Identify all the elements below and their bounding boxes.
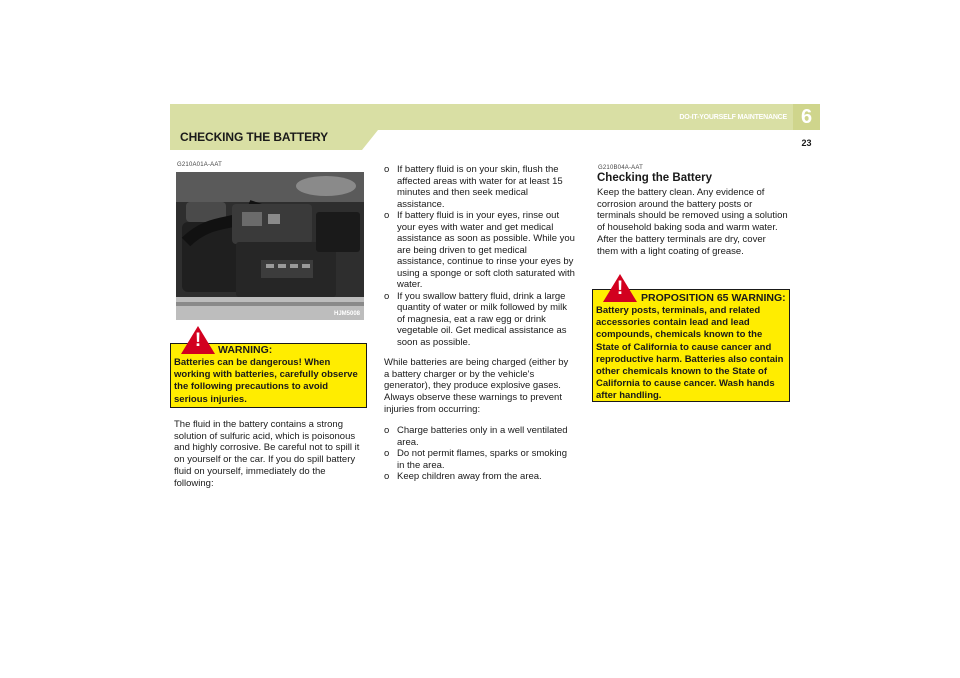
warning-text: Batteries can be dangerous! When working with batteries, carefully observe the following precautions to avoid serious injuries. [174, 357, 358, 405]
battery-care-paragraph: Keep the battery clean. Any evidence of corrosion around the battery posts or terminals should be removed using a solution of household baking soda and warm water. After the battery terminals are dry, cover them with a light coating of grease. [597, 187, 788, 257]
prop65-warning-title: PROPOSITION 65 WARNING: [641, 292, 786, 304]
chapter-label: DO-IT-YOURSELF MAINTENANCE [679, 114, 787, 121]
subheading: Checking the Battery [597, 172, 713, 184]
charging-paragraph: While batteries are being charged (either by a battery charger or by the vehicle's generator), they produce explosive gases. Always observe these warnings to prevent injuries from occurring: [384, 357, 569, 415]
section-code: G210A01A-AAT [177, 162, 222, 168]
warning-exclamation-icon: ! [616, 278, 624, 299]
bullet: o [384, 290, 390, 302]
bullet: o [384, 471, 390, 482]
first-aid-list [384, 164, 576, 348]
section-code: G210B04A-AAT [598, 165, 643, 171]
list-item: o If battery fluid is in your eyes, rinse out your eyes with water and get medical assistance as soon as possible. While you are being driven to get medical assistance, continue to rinse your eyes by using a sponge or soft cloth saturated with water. [384, 210, 575, 290]
bullet: o [384, 448, 390, 459]
list-item: o Charge batteries only in a well ventilated area. [384, 425, 568, 448]
list-item: o If you swallow battery fluid, drink a large quantity of water or milk followed by milk of magnesia, eat a raw egg or drink vegetable oil. Get medical assistance as soon as possible. [384, 290, 568, 348]
section-title: CHECKING THE BATTERY [180, 130, 329, 144]
list-item: o If battery fluid is on your skin, flush the affected areas with water for at least 15 minutes and then seek medical assistance. [384, 164, 563, 210]
chapter-number: 6 [793, 104, 820, 130]
charging-precautions-list [384, 425, 576, 483]
warning-exclamation-icon: ! [194, 330, 202, 351]
prop65-warning-text: Battery posts, terminals, and related accessories contain lead and lead compounds, chemicals known to the State of California to cause cancer and reproductive harm. Batteries also contain other chemicals known to the State of California to cause cancer. Wash hands after handling. [596, 305, 784, 402]
bullet: o [384, 164, 390, 175]
list-item: o Keep children away from the area. [384, 471, 542, 482]
page-number: 23 [801, 138, 812, 148]
warning-title: WARNING: [218, 344, 273, 356]
list-item: o Do not permit flames, sparks or smoking in the area. [384, 448, 568, 471]
engine-bay-photo [176, 172, 364, 320]
photo-label: HJM5008 [333, 311, 360, 317]
acid-paragraph: The fluid in the battery contains a strong solution of sulfuric acid, which is poisonous and highly corrosive. Be careful not to spill it on yourself or the car. If you do spill battery fluid on yourself, immediately do the following: [174, 419, 360, 489]
bullet: o [384, 210, 390, 221]
bullet: o [384, 425, 390, 436]
engine-bay-illustration [176, 172, 364, 320]
